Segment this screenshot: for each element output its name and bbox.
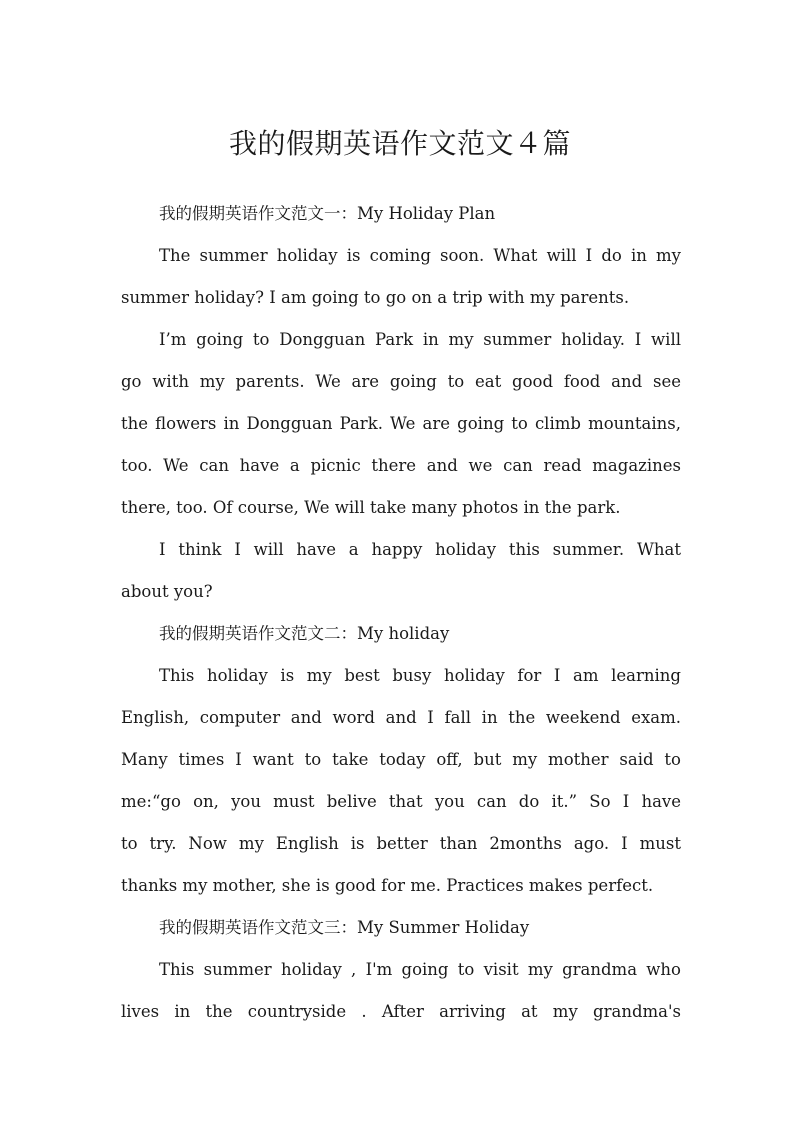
paragraph-line: lives in the countryside . After arriving at my grandma's (121, 1002, 681, 1021)
essay-heading-2: 我的假期英语作文范文二：My holiday (159, 624, 450, 643)
paragraph-line: go with my parents. We are going to eat good food and see (121, 372, 681, 391)
paragraph-line: the flowers in Dongguan Park. We are going to climb mountains, (121, 414, 681, 433)
paragraph-line: I’m going to Dongguan Park in my summer holiday. I will (159, 330, 681, 349)
paragraph-line: too. We can have a picnic there and we can read magazines (121, 456, 681, 475)
paragraph-line: about you? (121, 582, 213, 601)
paragraph-line: This summer holiday , I'm going to visit my grandma who (159, 960, 681, 979)
document-body (121, 193, 681, 1033)
paragraph-line: The summer holiday is coming soon. What will I do in my (159, 246, 681, 265)
paragraph-line: to try. Now my English is better than 2months ago. I must (121, 834, 681, 853)
essay-heading-3: 我的假期英语作文范文三：My Summer Holiday (159, 918, 530, 937)
paragraph-line: English, computer and word and I fall in the weekend exam. (121, 708, 681, 727)
paragraph-line: summer holiday? I am going to go on a trip with my parents. (121, 288, 630, 307)
paragraph-line: I think I will have a happy holiday this summer. What (159, 540, 681, 559)
paragraph-line: Many times I want to take today off, but my mother said to (121, 750, 681, 769)
paragraph-line: me:“go on, you must belive that you can do it.” So I have (121, 792, 681, 811)
document-title: 我的假期英语作文范文４篇 (228, 127, 571, 160)
paragraph-line: This holiday is my best busy holiday for I am learning (159, 666, 681, 685)
essay-heading-1: 我的假期英语作文范文一：My Holiday Plan (159, 204, 496, 223)
paragraph-line: there, too. Of course, We will take many photos in the park. (121, 498, 621, 517)
paragraph-line: thanks my mother, she is good for me. Practices makes perfect. (121, 876, 654, 895)
